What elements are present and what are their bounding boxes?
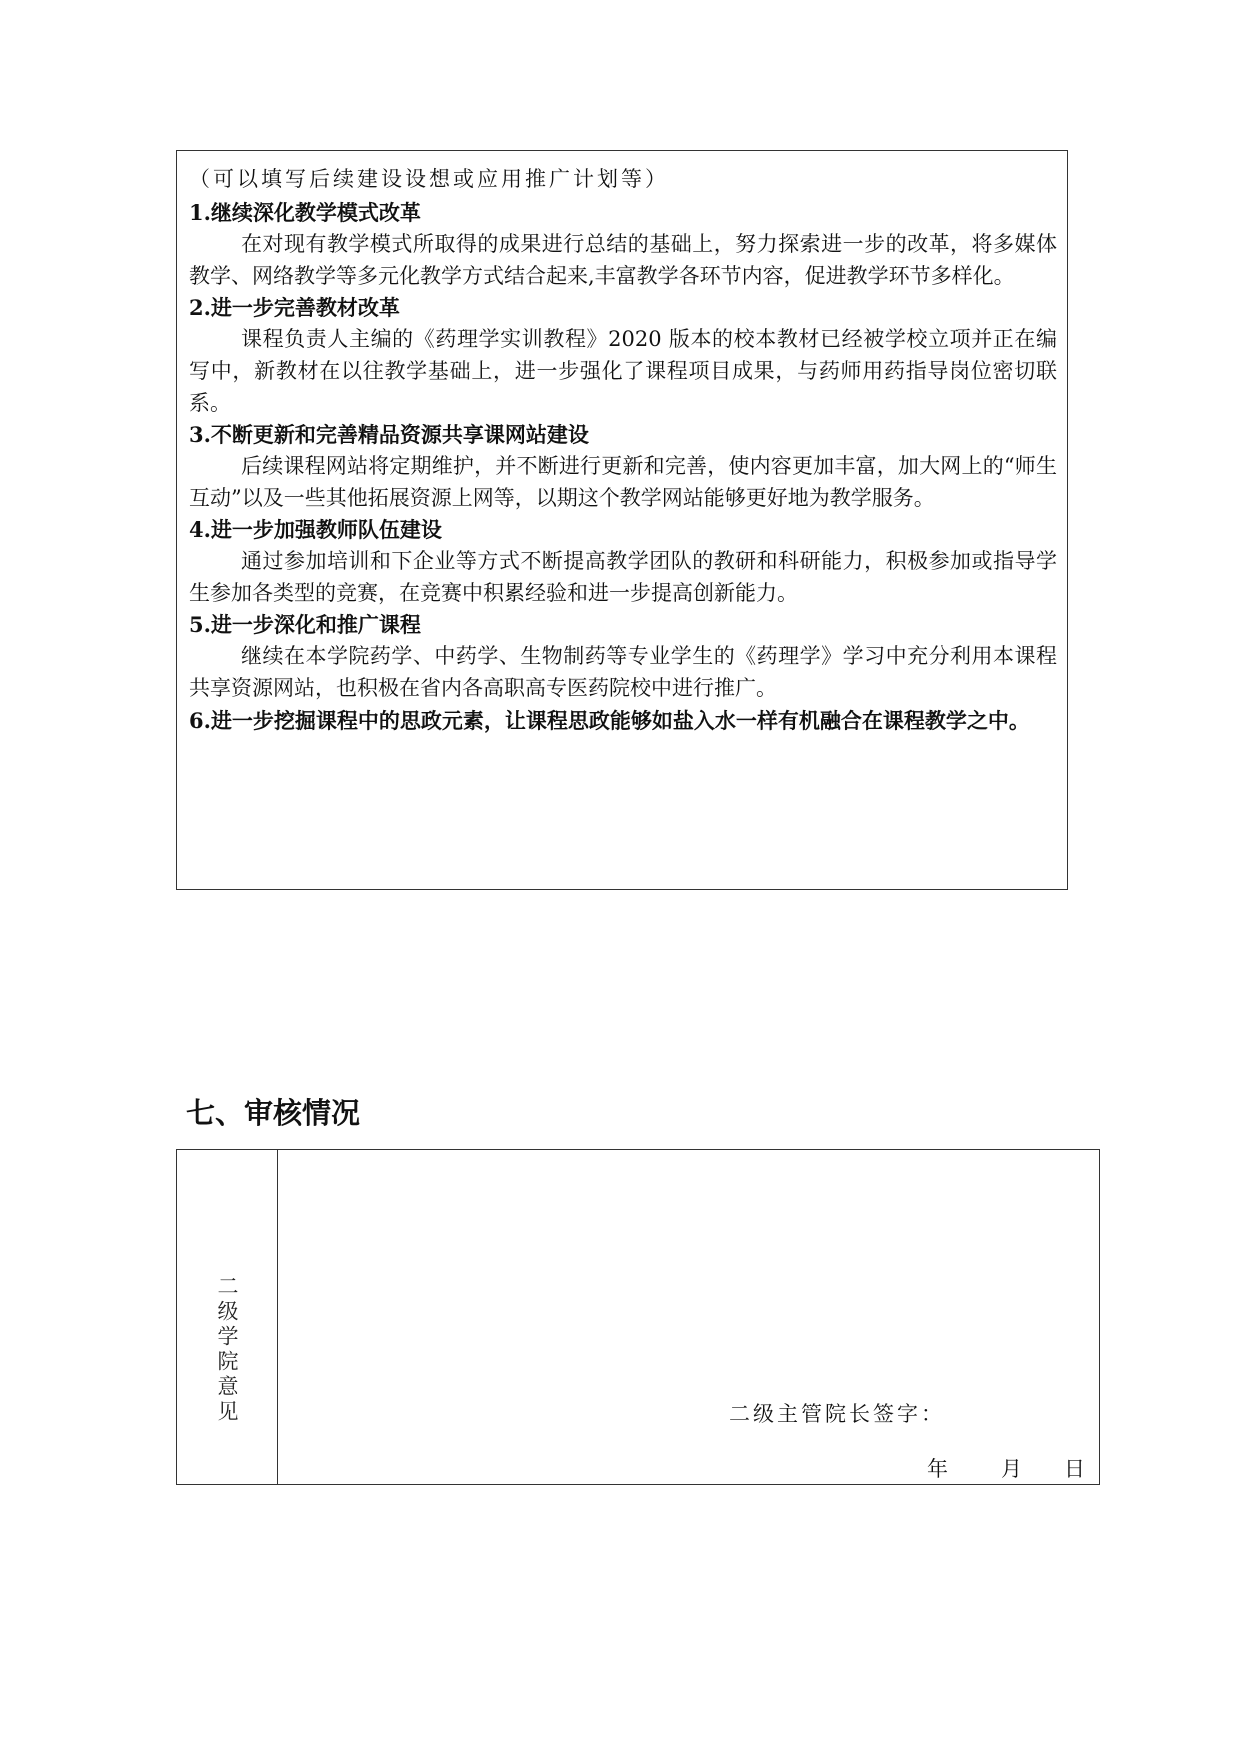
item-3-title: 3.不断更新和完善精品资源共享课网站建设 xyxy=(189,422,589,447)
item-5-title: 5.进一步深化和推广课程 xyxy=(189,612,421,637)
item-6-title: 6.进一步挖掘课程中的思政元素，让课程思政能够如盐入水一样有机融合在课程教学之中。 xyxy=(189,708,1030,733)
item-4-title: 4.进一步加强教师队伍建设 xyxy=(189,517,442,542)
item-2-body: 课程负责人主编的《药理学实训教程》2020 版本的校本教材已经被学校立项并正在编写中，新教材在以往教学基础上，进一步强化了课程项目成果，与药师用药指导岗位密切联系。 xyxy=(189,327,1057,415)
plan-box xyxy=(176,150,1068,890)
signature-label: 二级主管院长签字： xyxy=(729,1402,945,1426)
date-year: 年 xyxy=(927,1457,948,1481)
row-label: 二级学院意见 xyxy=(215,1275,239,1425)
item-1-title: 1.继续深化教学模式改革 xyxy=(189,200,421,225)
item-3-body: 后续课程网站将定期维护，并不断进行更新和完善，使内容更加丰富，加大网上的“师生互动”以及一些其他拓展资源上网等，以期这个教学网站能够更好地为教学服务。 xyxy=(189,454,1057,510)
item-1-body: 在对现有教学模式所取得的成果进行总结的基础上，努力探索进一步的改革，将多媒体教学、网络教学等多元化教学方式结合起来,丰富教学各环节内容，促进教学环节多样化。 xyxy=(189,232,1057,288)
row-label-cell xyxy=(177,1250,277,1450)
item-5-body: 继续在本学院药学、中药学、生物制药等专业学生的《药理学》学习中充分利用本课程共享资源网站，也积极在省内各高职高专医药院校中进行推广。 xyxy=(189,644,1057,700)
date-day: 日 xyxy=(1064,1457,1085,1481)
section-heading-review: 七、审核情况 xyxy=(186,1096,361,1130)
date-month: 月 xyxy=(1001,1457,1022,1481)
item-4-body: 通过参加培训和下企业等方式不断提高教学团队的教研和科研能力，积极参加或指导学生参加各类型的竞赛，在竞赛中积累经验和进一步提高创新能力。 xyxy=(189,549,1057,605)
plan-note: （可以填写后续建设设想或应用推广计划等） xyxy=(189,167,669,191)
column-divider xyxy=(277,1150,278,1484)
review-table xyxy=(176,1149,1100,1485)
item-2-title: 2.进一步完善教材改革 xyxy=(189,295,400,320)
